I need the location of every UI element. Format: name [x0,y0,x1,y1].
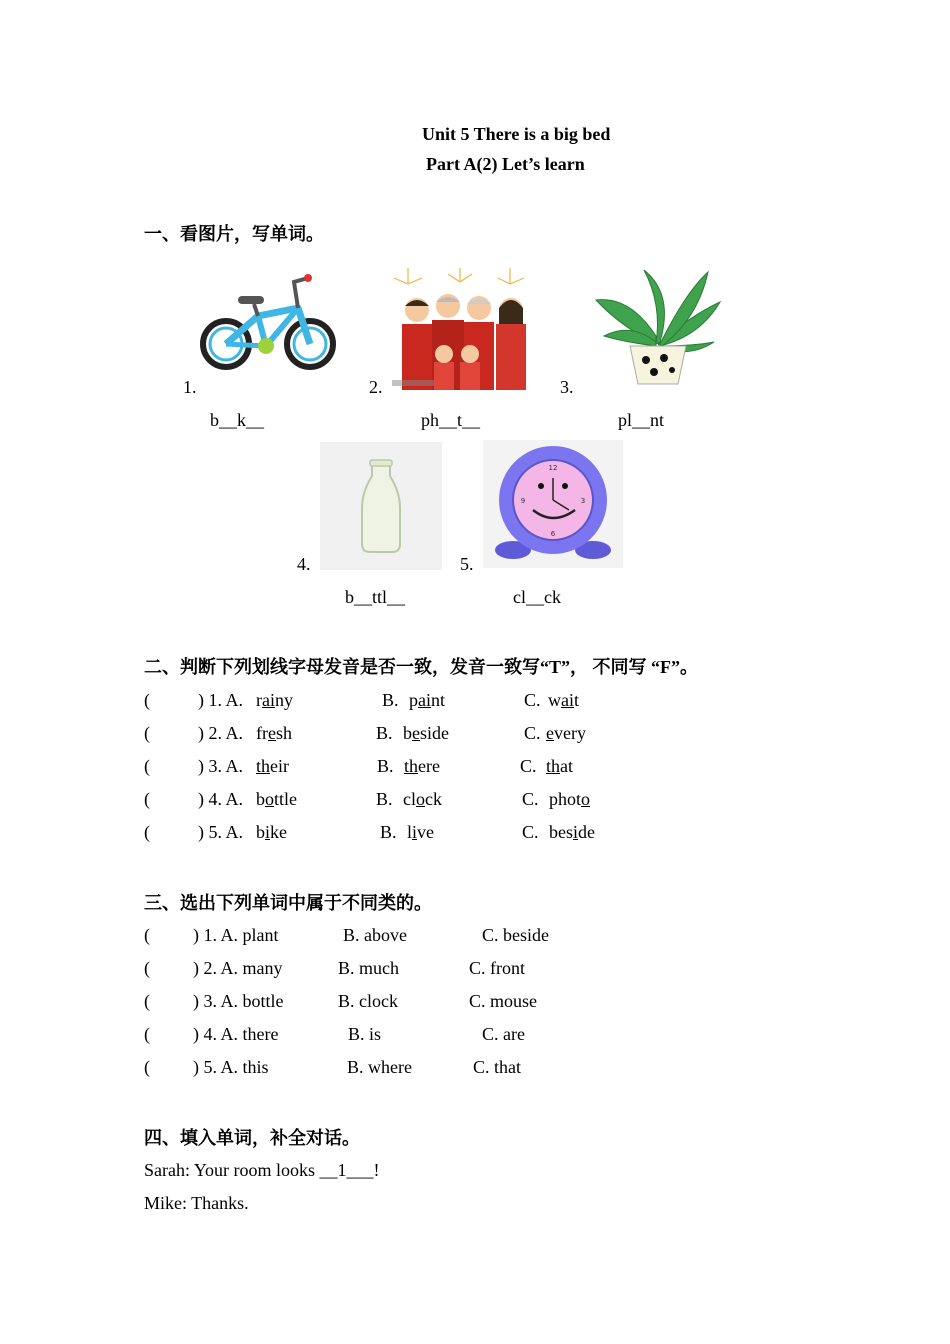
word-part: b [403,723,412,743]
svg-text:6: 6 [550,530,556,538]
option-b-word [409,690,445,711]
option-c-label: C. [524,690,541,710]
option-b-label: B. [380,822,397,842]
answer-paren: ( [144,723,150,743]
item-4-number: 4. [297,554,311,574]
word-part: ck [425,789,442,809]
option-c-word [549,789,590,810]
word-part: r [256,690,262,710]
item-2-word: ph__t__ [421,410,481,430]
word-part: t [574,690,580,710]
underlined-letters: th [404,756,419,776]
word-part: very [554,723,586,743]
item-3-word: pl__nt [618,410,665,430]
option-c-label: C. [522,822,539,842]
option-a-word [256,690,293,711]
underlined-letters: ai [262,690,275,710]
underlined-letters: ai [561,690,574,710]
underlined-letters: ai [418,690,431,710]
word-part: side [420,723,449,743]
item-1-number: 1. [183,377,197,397]
option-c: C. are [482,1024,525,1044]
section-2-heading: 二、判断下列划线字母发音是否一致，发音一致写“T”， 不同写 “F”。 [144,657,698,677]
answer-paren: ( [144,991,150,1011]
plant-image [590,266,724,390]
option-b-label: B. [377,756,394,776]
word-part: fr [256,723,268,743]
option-c-word [546,723,586,744]
word-part: ny [275,690,293,710]
svg-text:12: 12 [548,464,558,472]
option-c: C. front [469,958,525,978]
page-subtitle: Part A(2) Let’s learn [426,154,585,174]
section-3-heading: 三、选出下列单词中属于不同类的。 [144,893,432,913]
question-number: ) 4. A. [198,789,243,809]
option-c-label: C. [520,756,537,776]
word-part: w [548,690,561,710]
option-c: C. beside [482,925,549,945]
clock-image [483,440,623,568]
underlined-letters: o [581,789,591,809]
underlined-letters: th [256,756,271,776]
family-image [390,266,530,392]
underlined-letters: o [265,789,274,809]
word-part: de [578,822,596,842]
question-text: ) 3. A. bottle [193,991,284,1011]
option-b: B. is [348,1024,382,1044]
bottle-image [320,442,442,570]
option-a-word [256,822,287,843]
dialogue-line-1: Sarah: Your room looks __1___! [144,1160,380,1180]
question-number: ) 1. A. [198,690,243,710]
question-number: ) 2. A. [198,723,243,743]
option-b-label: B. [376,723,393,743]
word-part: ke [270,822,288,842]
option-c-label: C. [522,789,539,809]
option-a-word [256,756,289,777]
word-part: nt [431,690,446,710]
item-2-number: 2. [369,377,383,397]
option-c: C. mouse [469,991,538,1011]
question-text: ) 4. A. there [193,1024,279,1044]
option-b-word [403,789,442,810]
question-text: ) 1. A. plant [193,925,279,945]
question-text: ) 5. A. this [193,1057,269,1077]
option-b-label: B. [376,789,393,809]
item-5-word: cl__ck [513,587,561,607]
answer-paren: ( [144,690,150,710]
option-b-word [404,756,440,777]
answer-paren: ( [144,756,150,776]
option-b-word [407,822,434,843]
word-part: ttle [274,789,297,809]
section-1-heading: 一、看图片，写单词。 [144,224,324,244]
underlined-letters: i [265,822,271,842]
answer-paren: ( [144,925,150,945]
answer-paren: ( [144,822,150,842]
underlined-letters: e [546,723,554,743]
word-part: bes [549,822,573,842]
option-a-word [256,723,292,744]
word-part: cl [403,789,416,809]
svg-text:3: 3 [580,497,586,505]
item-4-word: b__ttl__ [345,587,406,607]
word-part: l [407,822,413,842]
word-part: eir [270,756,289,776]
underlined-letters: o [416,789,425,809]
answer-paren: ( [144,789,150,809]
word-part: sh [276,723,293,743]
word-part: ve [417,822,435,842]
underlined-letters: i [412,822,418,842]
option-b-label: B. [382,690,399,710]
option-c-word [549,822,595,843]
answer-paren: ( [144,1057,150,1077]
option-b-word [403,723,449,744]
question-number: ) 3. A. [198,756,243,776]
option-b: B. clock [338,991,398,1011]
bike-image [198,268,338,372]
item-3-number: 3. [560,377,574,397]
option-b: B. where [347,1057,412,1077]
page-title: Unit 5 There is a big bed [422,124,611,144]
question-number: ) 5. A. [198,822,243,842]
answer-paren: ( [144,1024,150,1044]
section-4-heading: 四、填入单词，补全对话。 [144,1128,360,1148]
answer-paren: ( [144,958,150,978]
option-a-word [256,789,297,810]
underlined-letters: th [546,756,561,776]
question-text: ) 2. A. many [193,958,283,978]
option-b: B. above [343,925,407,945]
option-b: B. much [338,958,399,978]
option-c-word [546,756,573,777]
item-1-word: b__k__ [210,410,264,430]
word-part: p [409,690,418,710]
underlined-letters: e [412,723,420,743]
word-part: at [560,756,574,776]
option-c-label: C. [524,723,541,743]
word-part: ere [418,756,440,776]
svg-text:9: 9 [520,497,526,505]
option-c: C. that [473,1057,521,1077]
underlined-letters: e [268,723,276,743]
item-5-number: 5. [460,554,474,574]
word-part: b [256,789,265,809]
underlined-letters: i [573,822,579,842]
dialogue-line-2: Mike: Thanks. [144,1193,249,1213]
option-c-word [548,690,579,711]
word-part: b [256,822,265,842]
word-part: phot [549,789,582,809]
